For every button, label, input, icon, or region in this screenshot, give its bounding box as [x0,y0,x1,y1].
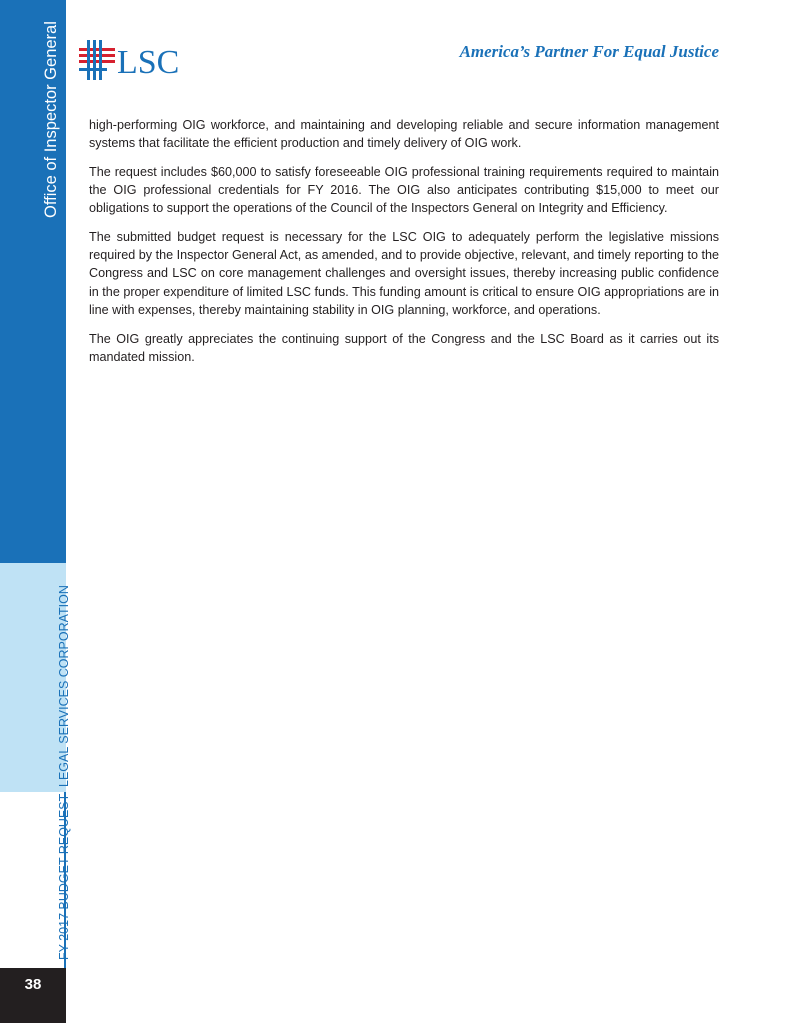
sidebar-doc-label: FY 2017 BUDGET REQUEST [57,793,71,960]
lsc-logo [79,38,189,87]
logo-text: LSC [117,44,180,81]
page-number: 38 [24,976,42,993]
sidebar-org-label: LEGAL SERVICES CORPORATION [57,585,71,787]
sidebar-office-label: Office of Inspector General [42,21,60,218]
paragraph: high-performing OIG workforce, and maintaining and developing reliable and secure information management systems that facilitate the efficient production and timely delivery of OIG work. [89,118,719,151]
paragraph: The request includes $60,000 to satisfy foreseeable OIG professional training requirements required to maintain the OIG professional credentials for FY 2016. The OIG also anticipates contributing $15,000 to meet our obligations to support the operations of the Council of the Inspectors General on Integrity and Efficiency. [89,164,719,216]
paragraph: The submitted budget request is necessary for the LSC OIG to adequately perform the legislative missions required by the Inspector General Act, as amended, and to provide objective, relevant, and timely reporting to the Congress and LSC on core management challenges and oversight issues, thereby increasing public confidence in the proper expenditure of limited LSC funds. This funding amount is critical to ensure OIG appropriations are in line with expenses, thereby maintaining stability in OIG planning, workforce, and operations. [89,230,719,317]
sidebar [0,0,71,1023]
lsc-logo-mark-icon [79,38,189,82]
paragraph: The OIG greatly appreciates the continuing support of the Congress and the LSC Board as it carries out its mandated mission. [89,331,719,364]
header-tagline: America’s Partner For Equal Justice [459,42,719,61]
body-text [89,116,719,376]
